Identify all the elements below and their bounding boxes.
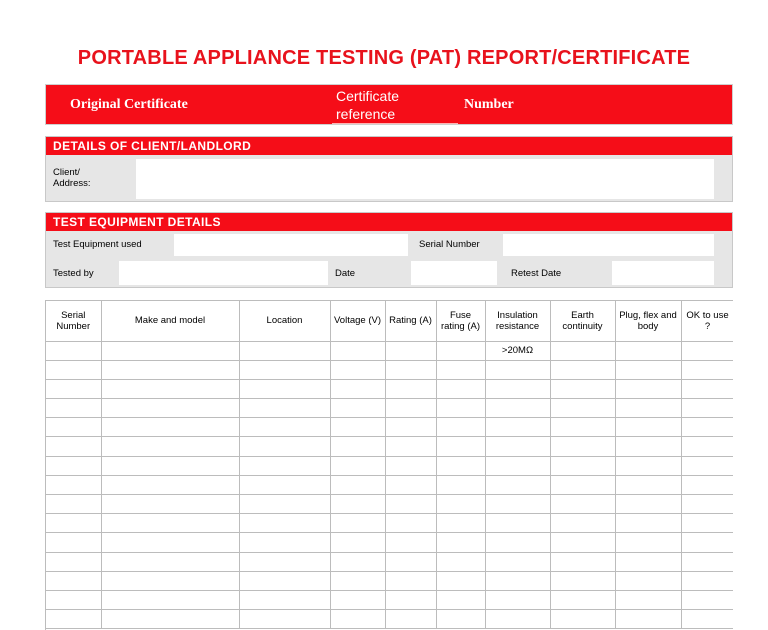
table-cell[interactable]: [101, 610, 239, 629]
table-cell[interactable]: [550, 533, 615, 552]
table-cell[interactable]: [436, 456, 485, 475]
column-header: Insulation resistance: [485, 301, 550, 341]
table-cell[interactable]: [46, 590, 101, 609]
test-equipment-panel: [45, 212, 733, 288]
table-cell[interactable]: [550, 610, 615, 629]
equipment-used-label: Test Equipment used: [53, 239, 142, 250]
table-cell[interactable]: [550, 495, 615, 514]
table-cell[interactable]: [46, 533, 101, 552]
table-cell[interactable]: [681, 610, 733, 629]
table-cell[interactable]: [615, 533, 681, 552]
table-cell[interactable]: [485, 475, 550, 494]
appliance-test-table: [45, 300, 733, 630]
table-row: [46, 590, 733, 609]
table-cell[interactable]: [239, 590, 330, 609]
table-cell[interactable]: [485, 552, 550, 571]
table-cell[interactable]: [615, 437, 681, 456]
table-cell[interactable]: [239, 571, 330, 590]
date-field[interactable]: [411, 261, 497, 285]
column-header: Voltage (V): [330, 301, 385, 341]
table-cell[interactable]: [485, 590, 550, 609]
serial-number-field[interactable]: [503, 234, 714, 256]
table-row: [46, 399, 733, 418]
table-cell[interactable]: [485, 571, 550, 590]
table-cell[interactable]: [436, 533, 485, 552]
table-cell[interactable]: [46, 571, 101, 590]
table-cell[interactable]: [101, 495, 239, 514]
table-row: [46, 341, 733, 360]
table-cell[interactable]: [101, 341, 239, 360]
table-cell[interactable]: [239, 379, 330, 398]
table-cell[interactable]: [46, 610, 101, 629]
table-cell[interactable]: [330, 475, 385, 494]
table-cell[interactable]: [436, 590, 485, 609]
table-cell[interactable]: [550, 418, 615, 437]
table-cell[interactable]: [239, 437, 330, 456]
table-cell[interactable]: [615, 399, 681, 418]
table-cell[interactable]: [681, 418, 733, 437]
table-row: [46, 495, 733, 514]
table-cell[interactable]: [436, 399, 485, 418]
table-cell[interactable]: [436, 475, 485, 494]
certificate-reference-label: Certificate reference: [336, 88, 400, 122]
table-cell[interactable]: [485, 437, 550, 456]
page-title: PORTABLE APPLIANCE TESTING (PAT) REPORT/CERTIFICATE: [77, 47, 691, 69]
table-cell[interactable]: [615, 418, 681, 437]
column-header: Rating (A): [385, 301, 436, 341]
table-row: [46, 475, 733, 494]
table-cell[interactable]: [385, 514, 436, 533]
column-header: Plug, flex and body: [615, 301, 681, 341]
table-cell[interactable]: [485, 379, 550, 398]
table-cell[interactable]: [239, 341, 330, 360]
table-cell[interactable]: [436, 360, 485, 379]
table-cell[interactable]: [101, 379, 239, 398]
table-cell[interactable]: [330, 571, 385, 590]
table-cell[interactable]: [101, 456, 239, 475]
table-cell[interactable]: [681, 475, 733, 494]
table-cell[interactable]: [436, 495, 485, 514]
table-cell[interactable]: [436, 610, 485, 629]
table-cell[interactable]: [615, 456, 681, 475]
table-cell[interactable]: [330, 514, 385, 533]
table-cell[interactable]: [615, 360, 681, 379]
table-cell[interactable]: [46, 418, 101, 437]
table-cell[interactable]: [46, 514, 101, 533]
table-cell[interactable]: [615, 379, 681, 398]
table-cell[interactable]: [615, 475, 681, 494]
table-cell[interactable]: [681, 456, 733, 475]
table-cell[interactable]: [385, 552, 436, 571]
table-cell[interactable]: [101, 533, 239, 552]
table-cell[interactable]: [330, 418, 385, 437]
table-cell[interactable]: [550, 437, 615, 456]
table-cell[interactable]: [385, 610, 436, 629]
table-row: [46, 533, 733, 552]
table-cell[interactable]: [681, 552, 733, 571]
table-cell[interactable]: [101, 437, 239, 456]
table-cell[interactable]: [239, 475, 330, 494]
table-cell[interactable]: [330, 552, 385, 571]
table-row: [46, 514, 733, 533]
table-cell[interactable]: [385, 495, 436, 514]
table-cell[interactable]: [615, 341, 681, 360]
table-row: [46, 437, 733, 456]
table-cell[interactable]: [550, 552, 615, 571]
serial-number-label: Serial Number: [419, 239, 480, 250]
table-cell[interactable]: [485, 456, 550, 475]
table-row: [46, 456, 733, 475]
table-cell[interactable]: [239, 399, 330, 418]
table-cell[interactable]: [385, 399, 436, 418]
table-row: [46, 610, 733, 629]
table-cell[interactable]: [330, 437, 385, 456]
table-row: [46, 360, 733, 379]
table-cell[interactable]: [385, 341, 436, 360]
table-cell[interactable]: [550, 475, 615, 494]
table-cell[interactable]: [46, 399, 101, 418]
table-cell[interactable]: [385, 590, 436, 609]
table-cell[interactable]: [550, 341, 615, 360]
date-label: Date: [335, 268, 356, 279]
table-cell[interactable]: [330, 533, 385, 552]
column-header: Earth continuity: [550, 301, 615, 341]
column-header: OK to use ?: [681, 301, 733, 341]
table-cell[interactable]: [385, 533, 436, 552]
table-cell[interactable]: [436, 418, 485, 437]
table-cell[interactable]: [385, 475, 436, 494]
table-cell[interactable]: [101, 514, 239, 533]
table-cell[interactable]: [385, 379, 436, 398]
table-cell[interactable]: [330, 495, 385, 514]
certificate-banner: [45, 84, 733, 125]
table-cell[interactable]: [615, 610, 681, 629]
table-cell[interactable]: [681, 495, 733, 514]
table-cell[interactable]: [101, 590, 239, 609]
table-cell[interactable]: [436, 379, 485, 398]
table-cell[interactable]: [485, 610, 550, 629]
table-cell[interactable]: [101, 418, 239, 437]
table-cell[interactable]: [239, 514, 330, 533]
client-details-panel: [45, 136, 733, 202]
table-cell[interactable]: [46, 379, 101, 398]
table-cell[interactable]: [681, 360, 733, 379]
tested-by-label: Tested by: [53, 268, 94, 279]
table-cell[interactable]: [485, 533, 550, 552]
table-cell[interactable]: [101, 360, 239, 379]
column-header: Serial Number: [46, 301, 101, 341]
column-header: Make and model: [101, 301, 239, 341]
table-cell[interactable]: [550, 399, 615, 418]
table-cell[interactable]: [681, 437, 733, 456]
table-cell[interactable]: [101, 571, 239, 590]
client-address-label: Client/ Address:: [53, 167, 91, 189]
table-cell[interactable]: [681, 379, 733, 398]
table-cell[interactable]: [436, 341, 485, 360]
table-row: [46, 379, 733, 398]
table-cell[interactable]: [485, 399, 550, 418]
table-cell[interactable]: [485, 360, 550, 379]
table-row: [46, 571, 733, 590]
table-cell[interactable]: [385, 456, 436, 475]
table-cell[interactable]: [385, 571, 436, 590]
table-cell[interactable]: [385, 418, 436, 437]
table-cell[interactable]: [550, 514, 615, 533]
table-row: [46, 552, 733, 571]
table-cell[interactable]: [101, 475, 239, 494]
column-header: Fuse rating (A): [436, 301, 485, 341]
column-header: Location: [239, 301, 330, 341]
table-cell[interactable]: [46, 437, 101, 456]
table-cell[interactable]: [550, 571, 615, 590]
table-cell[interactable]: [46, 495, 101, 514]
certificate-reference-field[interactable]: [332, 123, 458, 124]
table-cell[interactable]: [46, 341, 101, 360]
table-cell[interactable]: [550, 360, 615, 379]
table-cell[interactable]: [681, 399, 733, 418]
table-cell[interactable]: [615, 590, 681, 609]
table-cell[interactable]: [436, 514, 485, 533]
certificate-number-label: Number: [464, 97, 514, 112]
table-cell[interactable]: [330, 456, 385, 475]
table-cell[interactable]: [615, 514, 681, 533]
table-cell[interactable]: [46, 456, 101, 475]
table-cell[interactable]: [681, 341, 733, 360]
insulation-resistance-value[interactable]: >20MΩ: [485, 341, 550, 360]
tested-by-field[interactable]: [119, 261, 328, 285]
table-cell[interactable]: [330, 590, 385, 609]
original-certificate-label: Original Certificate: [70, 97, 188, 112]
retest-date-field[interactable]: [612, 261, 714, 285]
table-cell[interactable]: [485, 514, 550, 533]
table-cell[interactable]: [550, 590, 615, 609]
table-cell[interactable]: [385, 360, 436, 379]
equipment-used-field[interactable]: [174, 234, 408, 256]
table-cell[interactable]: [436, 552, 485, 571]
table-cell[interactable]: [239, 418, 330, 437]
table-cell[interactable]: [330, 360, 385, 379]
table-cell[interactable]: [436, 437, 485, 456]
table-cell[interactable]: [239, 456, 330, 475]
equipment-section-heading: TEST EQUIPMENT DETAILS: [46, 213, 732, 231]
table-cell[interactable]: [330, 341, 385, 360]
table-cell[interactable]: [330, 399, 385, 418]
table-cell[interactable]: [46, 552, 101, 571]
table-cell[interactable]: [385, 437, 436, 456]
table-cell[interactable]: [330, 379, 385, 398]
table-cell[interactable]: [681, 514, 733, 533]
table-cell[interactable]: [550, 456, 615, 475]
table-cell[interactable]: [101, 399, 239, 418]
table-cell[interactable]: [615, 495, 681, 514]
table-cell[interactable]: [239, 495, 330, 514]
table-cell[interactable]: [681, 533, 733, 552]
table-cell[interactable]: [681, 590, 733, 609]
client-section-heading: DETAILS OF CLIENT/LANDLORD: [46, 137, 732, 155]
table-cell[interactable]: [681, 571, 733, 590]
table-cell[interactable]: [330, 610, 385, 629]
table-cell[interactable]: [436, 571, 485, 590]
table-cell[interactable]: [239, 533, 330, 552]
table-cell[interactable]: [615, 571, 681, 590]
client-address-field[interactable]: [136, 159, 714, 199]
retest-date-label: Retest Date: [511, 268, 562, 279]
table-cell[interactable]: [46, 475, 101, 494]
table-cell[interactable]: [239, 610, 330, 629]
table-cell[interactable]: [485, 495, 550, 514]
table-cell[interactable]: [550, 379, 615, 398]
table-cell[interactable]: [239, 552, 330, 571]
table-header-row: [46, 301, 733, 341]
table-cell[interactable]: [485, 418, 550, 437]
table-cell[interactable]: [101, 552, 239, 571]
table-cell[interactable]: [46, 360, 101, 379]
table-cell[interactable]: [615, 552, 681, 571]
table-cell[interactable]: [239, 360, 330, 379]
table-row: [46, 418, 733, 437]
